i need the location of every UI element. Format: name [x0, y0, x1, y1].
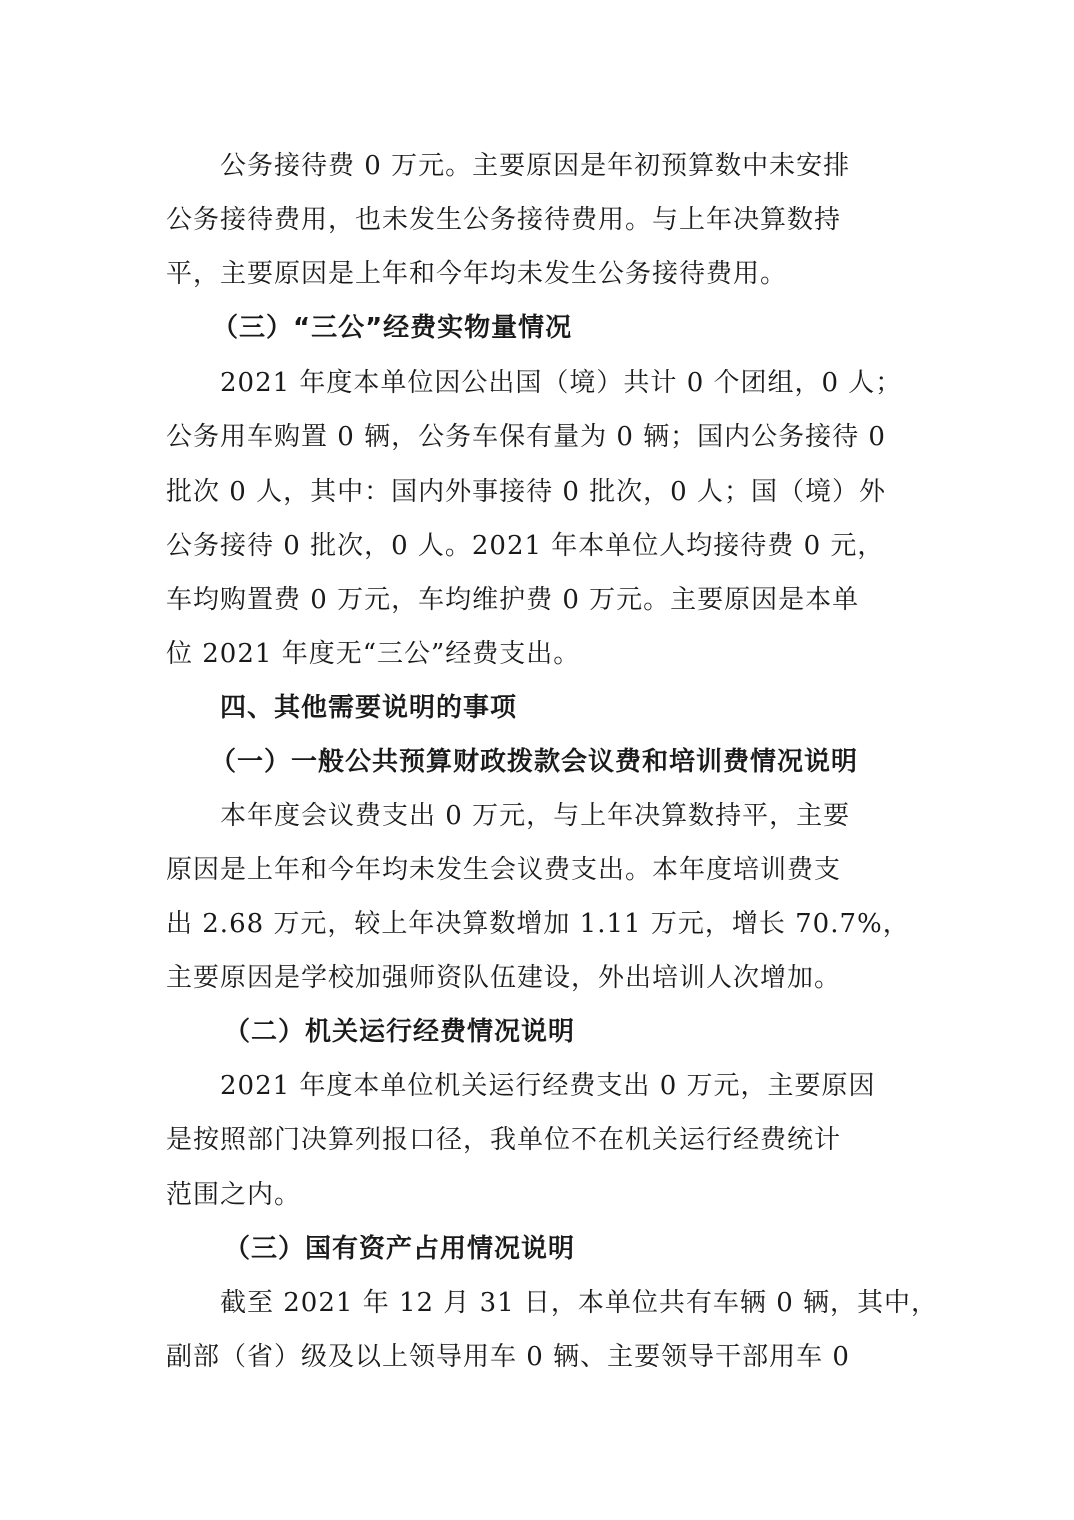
- paragraph-line: 原因是上年和今年均未发生会议费支出。本年度培训费支: [166, 855, 842, 885]
- paragraph-line: 公务接待费 0 万元。主要原因是年初预算数中未安排: [220, 151, 851, 181]
- paragraph-line: 批次 0 人，其中：国内外事接待 0 批次，0 人；国（境）外: [166, 477, 886, 507]
- section-heading: （二）机关运行经费情况说明: [224, 1017, 576, 1047]
- paragraph-line: 位 2021 年度无“三公”经费支出。: [166, 639, 581, 669]
- paragraph-line: 公务用车购置 0 辆，公务车保有量为 0 辆；国内公务接待 0: [166, 422, 886, 452]
- paragraph-line: 公务接待费用，也未发生公务接待费用。与上年决算数持: [166, 205, 842, 235]
- paragraph-line: 公务接待 0 批次，0 人。2021 年本单位人均接待费 0 元，: [166, 531, 885, 561]
- paragraph-line: 2021 年度本单位机关运行经费支出 0 万元，主要原因: [220, 1071, 876, 1101]
- section-heading: （三）国有资产占用情况说明: [224, 1234, 576, 1264]
- paragraph-line: 副部（省）级及以上领导用车 0 辆、主要领导干部用车 0: [166, 1342, 850, 1372]
- paragraph-line: 平，主要原因是上年和今年均未发生公务接待费用。: [166, 259, 788, 289]
- paragraph-line: 范围之内。: [166, 1180, 302, 1210]
- paragraph-line: 是按照部门决算列报口径，我单位不在机关运行经费统计: [166, 1125, 842, 1155]
- paragraph-line: 车均购置费 0 万元，车均维护费 0 万元。主要原因是本单: [166, 585, 860, 615]
- section-heading: 四、其他需要说明的事项: [220, 693, 518, 723]
- paragraph-line: 2021 年度本单位因公出国（境）共计 0 个团组，0 人；: [220, 368, 903, 398]
- paragraph-line: 主要原因是学校加强师资队伍建设，外出培训人次增加。: [166, 963, 842, 993]
- section-heading: （一）一般公共预算财政拨款会议费和培训费情况说明: [210, 747, 859, 777]
- paragraph-line: 出 2.68 万元，较上年决算数增加 1.11 万元，增长 70.7%，: [166, 909, 910, 939]
- paragraph-line: 本年度会议费支出 0 万元，与上年决算数持平，主要: [220, 801, 851, 831]
- paragraph-line: 截至 2021 年 12 月 31 日，本单位共有车辆 0 辆，其中，: [220, 1288, 938, 1318]
- section-heading: （三）“三公”经费实物量情况: [212, 313, 573, 343]
